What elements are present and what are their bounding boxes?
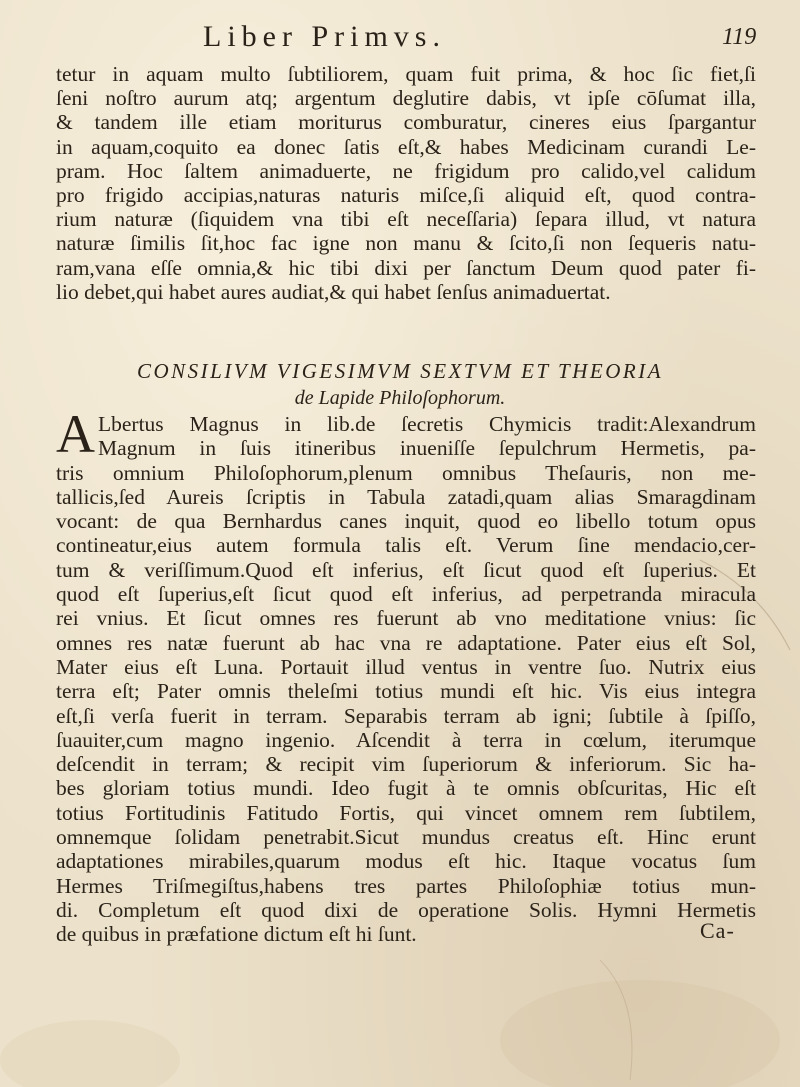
text-line: eſt,ſi verſa fuerit in terram. Separabis terram ab igni; ſubtile à ſpiſſo, (56, 703, 756, 728)
text-line: Magnum in ſuis itineribus inueniſſe ſepulchrum Hermetis, pa- (98, 436, 756, 461)
text-line: lio debet,qui habet aures audiat,& qui habet ſenſus animaduertat. (56, 279, 611, 304)
text-line: Mater eius eſt Luna. Portauit illud ventus in ventre ſuo. Nutrix eius (56, 654, 756, 679)
text-line: pram. Hoc ſaltem animaduerte, ne frigidum pro calido,vel calidum (56, 158, 756, 183)
text-line: deſcendit in terram; & recipit vim ſuperiorum & inferiorum. Sic ha- (56, 752, 756, 777)
text-line: tum & veriſſimum.Quod eſt inferius, eſt ſicut quod eſt ſuperius. Et (56, 557, 756, 582)
text-line: totius Fortitudinis Fatitudo Fortis, qui vincet omnem rem ſubtilem, (56, 800, 756, 825)
text-line: vocant: de qua Bernhardus canes inquit, quod eo libello totum opus (56, 509, 756, 534)
text-line: tetur in aquam multo ſubtiliorem, quam fuit prima, & hoc ſic fiet,ſi (56, 62, 756, 86)
text-line: quod eſt ſuperius,eſt ſicut quod eſt inferius, ad perpetranda miracula (56, 582, 756, 607)
text-line: adaptationes mirabiles,quarum modus eſt hic. Itaque vocatus ſum (56, 849, 756, 874)
text-line: di. Completum eſt quod dixi de operatione Solis. Hymni Hermetis (56, 897, 756, 922)
paragraph-2 (56, 404, 756, 947)
text-line: rium naturæ (ſiquidem vna tibi eſt neceſſaria) ſepara illud, vt natura (56, 207, 756, 232)
text-line: ſeni noſtro aurum atq; argentum deglutire dabis, vt ipſe cōſumat illa, (56, 86, 756, 111)
text-line: tallicis,ſed Aureis ſcriptis in Tabula zatadi,quam alias Smaragdinam (56, 484, 756, 509)
text-line: pro frigido accipias,naturas naturis miſce,ſi aliquid eſt, quod contra- (56, 182, 756, 207)
page-number: 119 (722, 24, 757, 50)
drop-cap: A (56, 404, 95, 464)
text-line: Hermes Triſmegiſtus,habens tres partes Philoſophiæ totius mun- (56, 873, 756, 898)
text-line: in aquam,coquito ea donec ſatis eſt,& habes Medicinam curandi Le- (56, 134, 756, 159)
text-line: Lbertus Magnus in lib.de ſecretis Chymicis tradit:Alexandrum (98, 412, 756, 436)
section-title: CONSILIVM VIGESIMVM SEXTVM ET THEORIA (136, 359, 664, 383)
text-line: contineatur,eius autem formula talis eſt. Verum ſine mendacio,cer- (56, 533, 756, 558)
section-heading (0, 358, 800, 411)
text-line: naturæ ſimilis ſit,hoc fac igne non manu & ſcito,ſi non ſequeris natu- (56, 231, 756, 256)
section-subtitle: de Lapide Philoſophorum. (294, 387, 506, 409)
text-line: tris omnium Philoſophorum,plenum omnibus Theſauris, non me- (56, 460, 756, 485)
text-line: de quibus in præfatione dictum eſt hi ſunt. (56, 922, 417, 947)
catchword: Ca- (700, 918, 735, 943)
text-line: terra eſt; Pater omnis theleſmi totius mundi eſt hic. Vis eius integra (56, 679, 756, 704)
paragraph-1 (56, 62, 756, 304)
text-line: bes gloriam totius mundi. Ideo fugit à te omnis obſcuritas, Hic eſt (56, 776, 756, 801)
text-line: omnemque ſolidam penetrabit.Sicut mundus creatus eſt. Hinc erunt (56, 825, 756, 850)
text-line: rei vnius. Et ſicut omnes res fuerunt ab vno meditatione vnius: ſic (56, 606, 756, 631)
text-line: ſuauiter,cum magno ingenio. Aſcendit à terra in cœlum, iterumque (56, 727, 756, 752)
running-head: Liber Primvs. (203, 20, 446, 53)
page-header (0, 20, 800, 60)
text-line: & tandem ille etiam moriturus comburatur, cineres eius ſpargantur (56, 110, 756, 135)
text-line: ram,vana eſſe omnia,& hic tibi dixi per ſanctum Deum quod pater fi- (56, 255, 756, 280)
text-line: omnes res natæ fuerunt ab hac vna re adaptatione. Pater eius eſt Sol, (56, 630, 756, 655)
